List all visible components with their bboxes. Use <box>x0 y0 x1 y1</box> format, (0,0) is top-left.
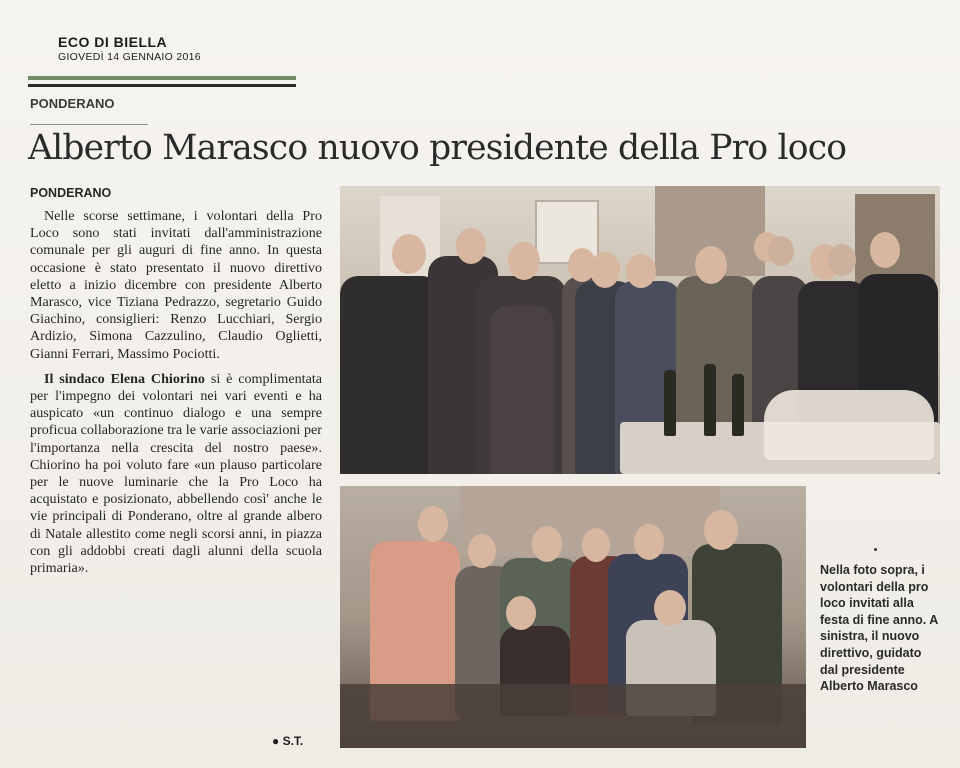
article-paragraph-1: Nelle scorse settimane, i volontari della Pro Loco sono stati invitati dall'amministrazione comunale per gli auguri di fine anno. In questa occasione è stato presentato il nuovo direttivo eletto a inizio dicembre con presidente Alberto Marasco, vice Tiziana Pedrazzo, segretario Guido Giachino, consiglieri: Renzo Lucchiari, Sergio Ardizio, Simona Cazzulino, Claudio Oglietti, Gianni Ferrari, Massimo Pociotti. <box>30 208 322 362</box>
article-body <box>30 186 322 577</box>
volunteers-group-photo <box>340 186 940 474</box>
article-paragraph-2 <box>30 371 322 577</box>
caption-bullet-icon <box>874 548 877 551</box>
headline: Alberto Marasco nuovo presidente della Pro loco <box>28 128 847 168</box>
masthead-rule-green <box>28 76 296 80</box>
article-kicker: PONDERANO <box>30 186 112 200</box>
newspaper-name: ECO DI BIELLA <box>58 34 168 50</box>
publication-date: GIOVEDÌ 14 GENNAIO 2016 <box>58 51 201 63</box>
mayor-name-lead: Il sindaco Elena Chiorino <box>44 370 205 387</box>
article-paragraph-2-text: si è complimentata per l'impegno dei volontari nei vari eventi e ha auspicato «un continuo dialogo e una sempre proficua collaborazione tra le varie associazioni per l'importanza nella crescita del nostro paese». Chiorino ha poi voluto fare «un plauso particolare per le nuove luminarie che la Pro Loco ha acquistato e posizionato, abbellendo così' anche le vie principali di Ponderano, oltre al grande albero di Natale allestito come negli scorsi anni, in piazza con gli addobbi creati dagli alunni della scuola primaria». <box>30 370 322 577</box>
new-board-photo <box>340 486 806 748</box>
section-label: PONDERANO <box>30 96 115 111</box>
photo-caption: Nella foto sopra, i volontari della pro loco invitati alla festa di fine anno. A sinistra, il nuovo direttivo, guidato dal presidente Alberto Marasco <box>820 563 938 694</box>
author-signature: ● S.T. <box>272 734 304 748</box>
section-underline <box>30 124 148 125</box>
masthead <box>58 34 201 63</box>
masthead-rule-dark <box>28 84 296 87</box>
